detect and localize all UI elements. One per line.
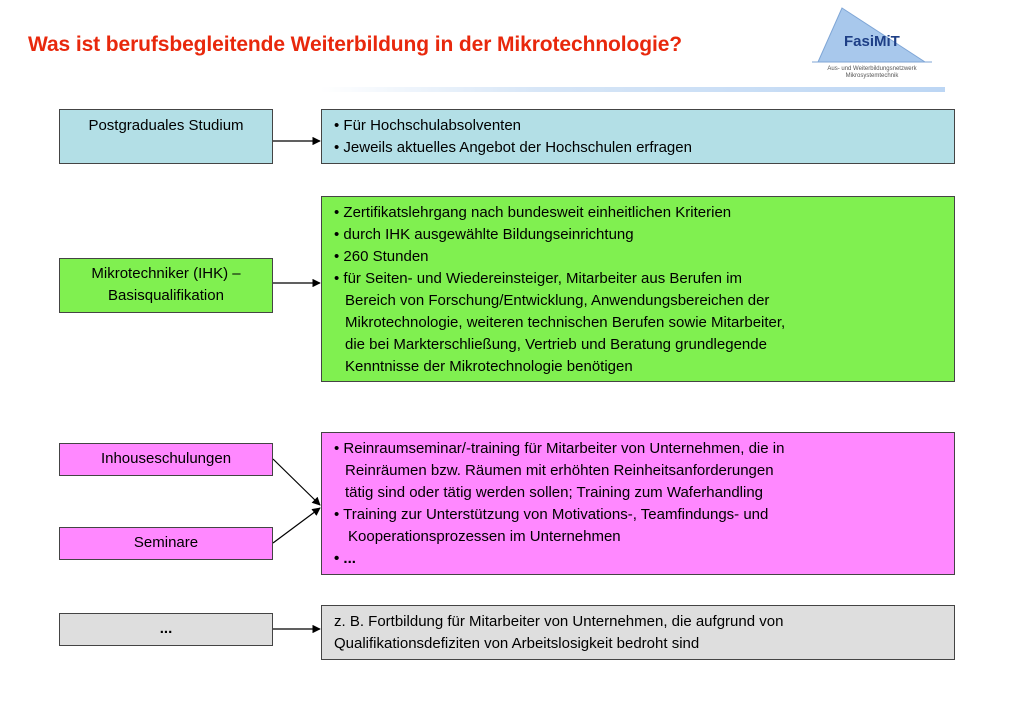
label-text: Seminare [133, 534, 199, 551]
info-line: Reinräumen bzw. Räumen mit erhöhten Reinheitsanforderungen [345, 462, 774, 479]
label-seminare [59, 527, 273, 560]
logo-name: FasiMiT [844, 33, 900, 50]
info-line: Mikrotechnologie, weiteren technischen Berufen sowie Mitarbeiter, [345, 314, 786, 331]
info-line: • Reinraumseminar/-training für Mitarbeiter von Unternehmen, die in [334, 440, 785, 457]
label-inhouseschulungen [59, 443, 273, 476]
info-line: • durch IHK ausgewählte Bildungseinrichtung [334, 226, 634, 243]
info-line: Kooperationsprozessen im Unternehmen [348, 528, 621, 545]
info-line: tätig sind oder tätig werden sollen; Training zum Waferhandling [345, 484, 764, 501]
info-box-other [321, 605, 955, 660]
label-mikrotechniker-ihk [59, 258, 273, 313]
info-line: • 260 Stunden [334, 248, 429, 265]
info-line: • ... [334, 550, 356, 567]
info-line: • für Seiten- und Wiedereinsteiger, Mitarbeiter aus Berufen im [334, 270, 742, 287]
label-text: Basisqualifikation [108, 287, 224, 304]
logo-tagline-line-2: Mikrosystemtechnik [845, 73, 899, 79]
arrow-seminare [273, 508, 320, 543]
info-line: • Für Hochschulabsolventen [334, 117, 522, 134]
info-line: Qualifikationsdefiziten von Arbeitslosigkeit bedroht sind [334, 635, 700, 652]
info-line: • Training zur Unterstützung von Motivations-, Teamfindungs- und [334, 506, 769, 523]
label-text: ... [159, 620, 173, 637]
info-line: Bereich von Forschung/Entwicklung, Anwendungsbereichen der [345, 292, 770, 309]
arrow-inhouse [273, 459, 320, 505]
info-line: z. B. Fortbildung für Mitarbeiter von Unternehmen, die aufgrund von [334, 613, 784, 630]
label-postgraduales-studium [59, 109, 273, 164]
info-line: • Jeweils aktuelles Angebot der Hochschulen erfragen [334, 139, 692, 156]
info-box-inhouse [321, 432, 955, 575]
label-text: Postgraduales Studium [88, 117, 244, 134]
label-text: Inhouseschulungen [100, 450, 232, 467]
label-other [59, 613, 273, 646]
logo-tagline-line-1: Aus- und Weiterbildungsnetzwerk [827, 66, 917, 72]
label-text: Mikrotechniker (IHK) – [91, 265, 241, 282]
info-line: Kenntnisse der Mikrotechnologie benötigen [345, 358, 633, 375]
info-box-ihk [321, 196, 955, 382]
info-line: die bei Markterschließung, Vertrieb und Beratung grundlegende [345, 336, 767, 353]
page-title: Was ist berufsbegleitende Weiterbildung in der Mikrotechnologie? [28, 33, 683, 56]
info-line: • Zertifikatslehrgang nach bundesweit einheitlichen Kriterien [334, 204, 732, 221]
info-box-studium [321, 109, 955, 164]
